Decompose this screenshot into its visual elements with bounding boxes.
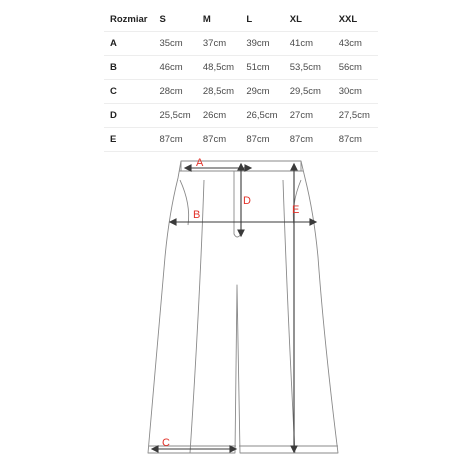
table-cell: 51cm	[240, 56, 283, 80]
table-cell: 37cm	[197, 32, 240, 56]
table-row	[104, 128, 378, 152]
table-header-row	[104, 8, 378, 32]
measure-e-arrow-top	[291, 164, 297, 170]
pocket-right	[293, 180, 301, 225]
row-label: C	[104, 80, 153, 104]
table-cell: 29cm	[240, 80, 283, 104]
table-cell: 87cm	[284, 128, 333, 152]
table-cell: 27,5cm	[333, 104, 378, 128]
table-cell: 87cm	[240, 128, 283, 152]
measure-d-arrow-bottom	[238, 230, 244, 236]
table-cell: 29,5cm	[284, 80, 333, 104]
table-row	[104, 32, 378, 56]
table-cell: 87cm	[333, 128, 378, 152]
label-b: B	[193, 209, 201, 221]
measure-b-arrow-left	[170, 219, 176, 225]
pocket-left	[180, 180, 189, 225]
row-label: E	[104, 128, 153, 152]
measure-c-arrow-right	[230, 446, 236, 452]
row-label: D	[104, 104, 153, 128]
table-cell: 46cm	[153, 56, 196, 80]
header-cell-s: S	[153, 8, 196, 32]
measure-a-arrow-right	[245, 165, 251, 171]
trousers-silhouette	[148, 161, 338, 453]
table-cell: 48,5cm	[197, 56, 240, 80]
measure-a-arrow-left	[185, 165, 191, 171]
table-cell: 26,5cm	[240, 104, 283, 128]
table-row	[104, 80, 378, 104]
size-table	[104, 8, 378, 152]
table-cell: 56cm	[333, 56, 378, 80]
waistband-top	[181, 161, 301, 171]
table-cell: 53,5cm	[284, 56, 333, 80]
header-cell-size: Rozmiar	[104, 8, 153, 32]
header-cell-xxl: XXL	[333, 8, 378, 32]
table-cell: 27cm	[284, 104, 333, 128]
label-a: A	[196, 157, 204, 169]
table-cell: 25,5cm	[153, 104, 196, 128]
measure-lines	[152, 164, 316, 452]
measure-d-arrow-top	[238, 164, 244, 170]
label-c: C	[162, 437, 170, 449]
row-label: B	[104, 56, 153, 80]
table-cell: 28cm	[153, 80, 196, 104]
table-cell: 28,5cm	[197, 80, 240, 104]
measure-b-arrow-right	[310, 219, 316, 225]
label-d: D	[243, 195, 251, 207]
crease-right	[283, 180, 295, 453]
table-cell: 43cm	[333, 32, 378, 56]
table-row	[104, 56, 378, 80]
table-row	[104, 104, 378, 128]
measure-c-arrow-left	[152, 446, 158, 452]
measure-labels	[162, 157, 299, 449]
header-cell-m: M	[197, 8, 240, 32]
table-cell: 30cm	[333, 80, 378, 104]
table-cell: 35cm	[153, 32, 196, 56]
trousers-outline	[148, 161, 338, 453]
crease-left	[190, 180, 204, 453]
label-e: E	[292, 204, 300, 216]
table-cell: 87cm	[153, 128, 196, 152]
header-cell-xl: XL	[284, 8, 333, 32]
measure-e-arrow-bottom	[291, 446, 297, 452]
table-cell: 41cm	[284, 32, 333, 56]
fly-stitch	[234, 171, 241, 237]
header-cell-l: L	[240, 8, 283, 32]
table-cell: 87cm	[197, 128, 240, 152]
table-cell: 39cm	[240, 32, 283, 56]
row-label: A	[104, 32, 153, 56]
table-cell: 26cm	[197, 104, 240, 128]
